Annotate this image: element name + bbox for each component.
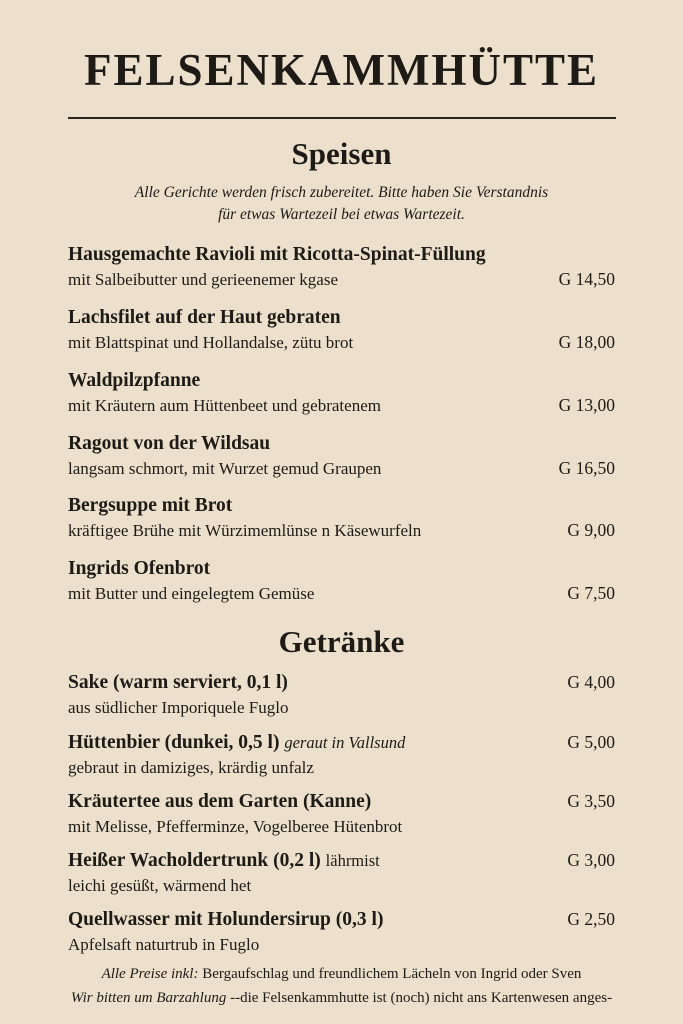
menu-item	[68, 368, 615, 418]
menu-item-name: Lachsfilet auf der Haut gebraten	[68, 307, 341, 328]
menu-item-name	[68, 730, 615, 756]
food-intro	[60, 182, 623, 226]
menu-item-name: Ragout von der Wildsau	[68, 433, 271, 454]
menu-item	[68, 730, 615, 780]
menu-item-name: Hausgemachte Ravioli mit Ricotta-Spinat-Füllung	[68, 244, 486, 265]
menu-item	[68, 493, 615, 543]
footer-note-text: Bergaufschlag und freundlichem Lächeln von Ingrid oder Sven	[202, 966, 582, 982]
menu-item-price: G 9,00	[567, 520, 615, 540]
menu-item-description: langsam schmort, mit Wurzet gemud Graupen	[68, 459, 382, 478]
menu-item-title: Heißer Wacholdertrunk (0,2 l)	[68, 850, 321, 871]
menu-item-description: Apfelsaft naturtrub in Fuglo	[68, 935, 260, 954]
menu-item	[68, 556, 615, 606]
menu-item-description: mit Butter und eingelegtem Gemüse	[68, 584, 315, 603]
menu-item-price: G 5,00	[567, 732, 615, 752]
footer-note	[0, 966, 683, 983]
menu-item	[68, 789, 615, 839]
menu-item	[68, 670, 615, 720]
menu-item	[68, 848, 615, 898]
menu-item	[68, 431, 615, 481]
footer-payment-lead: Wir bitten um Barzahlung	[70, 990, 227, 1006]
menu-item-note: geraut in Vallsund	[284, 733, 406, 752]
menu-item-name	[68, 848, 615, 874]
menu-item-price: G 4,00	[567, 672, 615, 692]
menu-item-name	[68, 907, 615, 933]
menu-item-price: G 3,50	[567, 791, 615, 811]
menu-item-title: Sake (warm serviert, 0,1 l)	[68, 672, 288, 693]
title-divider	[68, 117, 616, 119]
menu-item-note: lährmist	[325, 851, 380, 870]
food-intro-line: für etwas Wartezeil bei etwas Wartezeit.	[218, 206, 465, 223]
menu-item-price: G 2,50	[567, 909, 615, 929]
menu-item-name: Waldpilzpfanne	[68, 370, 201, 391]
menu-item-name	[68, 670, 615, 696]
menu-item-price: G 7,50	[567, 583, 615, 603]
menu-item-description: mit Kräutern aum Hüttenbeet und gebratenem	[68, 396, 381, 415]
menu-item-description: mit Melisse, Pfefferminze, Vogelberee Hütenbrot	[68, 817, 403, 836]
menu-item-name	[68, 789, 615, 815]
menu-item-description: aus südlicher Imporiquele Fuglo	[68, 698, 289, 717]
menu-item	[68, 242, 615, 292]
menu-item-price: G 14,50	[558, 269, 615, 289]
footer-note-lead: Alle Preise inkl:	[101, 966, 199, 982]
food-intro-line: Alle Gerichte werden frisch zubereitet. Bitte haben Sie Verstandnis	[134, 184, 549, 201]
menu-item-name: Ingrids Ofenbrot	[68, 558, 211, 579]
menu-item-price: G 13,00	[558, 395, 615, 415]
menu-item-price: G 3,00	[567, 850, 615, 870]
menu-item-name: Bergsuppe mit Brot	[68, 495, 233, 516]
section-heading-drinks: Getränke	[278, 624, 405, 659]
menu-item-price: G 16,50	[558, 458, 615, 478]
menu-item-description: leichi gesüßt, wärmend het	[68, 876, 252, 895]
page-title: FELSENKAMMHÜTTE	[83, 45, 600, 95]
menu-item-description: mit Blattspinat und Hollandalse, zütu brot	[68, 333, 354, 352]
menu-item	[68, 305, 615, 355]
menu-item-price: G 18,00	[558, 332, 615, 352]
menu-item-title: Hüttenbier (dunkei, 0,5 l)	[68, 732, 280, 753]
footer-payment-note	[0, 990, 683, 1007]
menu-item-description: mit Salbeibutter und gerieenemer kgase	[68, 270, 339, 289]
menu-item-description: gebraut in damiziges, krärdig unfalz	[68, 758, 314, 777]
menu-item	[68, 907, 615, 957]
menu-item-title: Quellwasser mit Holundersirup (0,3 l)	[68, 909, 384, 930]
menu-item-description: kräftigee Brühe mit Würzimemlünse n Käsewurfeln	[68, 521, 422, 540]
section-heading-food: Speisen	[291, 136, 392, 171]
menu-item-title: Kräutertee aus dem Garten (Kanne)	[68, 791, 372, 812]
footer-payment-text: --die Felsenkammhutte ist (noch) nicht ans Kartenwesen anges-	[230, 990, 613, 1006]
